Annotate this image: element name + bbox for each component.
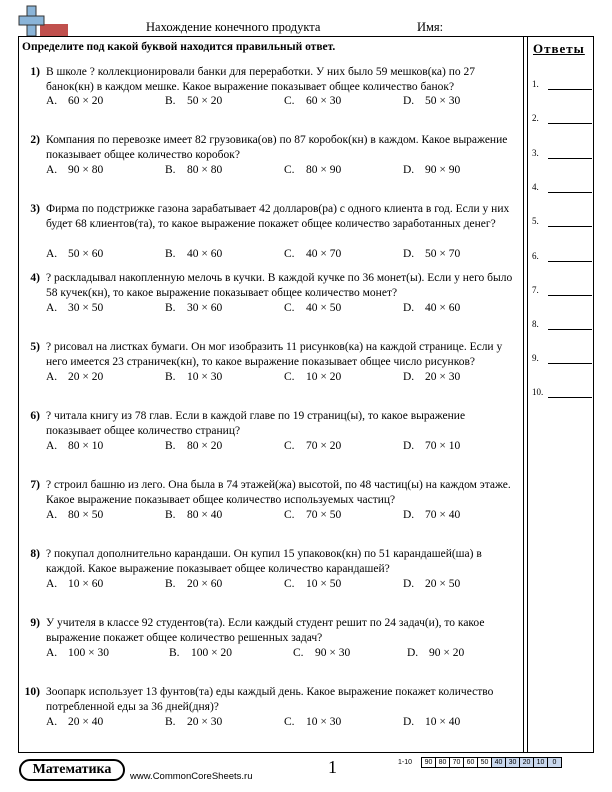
instructions: Определите под какой буквой находится правильный ответ. [22, 41, 336, 53]
frame-left-border [18, 36, 19, 752]
option-c[interactable]: C. 90 × 30 [293, 647, 351, 659]
answer-blank [548, 397, 592, 398]
question-text: ? рисовал на листках бумаги. Он мог изобразить 11 рисунков(ка) на каждой странице. Если у него имеется 23 страничек(кн), то какое выражение показывает общее число рисунков? [46, 341, 503, 368]
question-text: Компания по перевозке имеет 82 грузовика(ов) по 87 коробок(кн) в каждом. Какое выражение показывает общее количество коробок? [46, 134, 508, 161]
question-text: У учителя в классе 92 студентов(та). Если каждый студент решит по 24 задач(и), то какое выражение покажет общее количество решенных задач? [46, 617, 485, 644]
answer-blank [548, 261, 592, 262]
option-b[interactable]: B. 80 × 20 [165, 440, 223, 452]
answer-line-2[interactable] [532, 113, 592, 127]
answer-number: 7. [532, 285, 539, 295]
option-a[interactable]: A. 50 × 60 [46, 248, 104, 260]
option-a[interactable]: A. 60 × 20 [46, 95, 104, 107]
site-url[interactable]: www.CommonCoreSheets.ru [130, 771, 253, 782]
answer-line-9[interactable] [532, 353, 592, 367]
answer-number: 9. [532, 353, 539, 363]
option-a[interactable]: A. 100 × 30 [46, 647, 109, 659]
worksheet-title: Нахождение конечного продукта [146, 20, 321, 34]
plus-logo-icon [18, 4, 68, 38]
score-cell: 90 [421, 757, 436, 768]
option-a[interactable]: A. 20 × 40 [46, 716, 104, 728]
score-cell: 70 [449, 757, 464, 768]
answer-number: 5. [532, 216, 539, 226]
question-text: ? покупал дополнительно карандаши. Он купил 15 упаковок(кн) по 51 карандашей(ша) в каждой. Какое выражение показывает общее количество карандашей? [46, 548, 482, 575]
option-a[interactable]: A. 10 × 60 [46, 578, 104, 590]
option-b[interactable]: B. 80 × 80 [165, 164, 223, 176]
question-number: 8) [30, 548, 40, 560]
option-c[interactable]: C. 60 × 30 [284, 95, 342, 107]
option-d[interactable]: D. 50 × 70 [403, 248, 461, 260]
option-d[interactable]: D. 10 × 40 [403, 716, 461, 728]
option-c[interactable]: C. 10 × 20 [284, 371, 342, 383]
answers-title: Ответы [533, 41, 585, 56]
subject-badge: Математика [19, 759, 125, 781]
option-b[interactable]: B. 30 × 60 [165, 302, 223, 314]
score-cell: 80 [435, 757, 450, 768]
option-d[interactable]: D. 90 × 20 [407, 647, 465, 659]
answer-number: 4. [532, 182, 539, 192]
option-c[interactable]: C. 10 × 30 [284, 716, 342, 728]
name-label: Имя: [417, 20, 444, 34]
answer-blank [548, 123, 592, 124]
frame-top-border [18, 36, 594, 37]
option-c[interactable]: C. 80 × 90 [284, 164, 342, 176]
option-a[interactable]: A. 90 × 80 [46, 164, 104, 176]
score-cell: 0 [547, 757, 562, 768]
question-number: 10) [24, 686, 40, 698]
score-table [398, 757, 562, 768]
answer-blank [548, 192, 592, 193]
question-text: ? читала книгу из 78 глав. Если в каждой главе по 19 страниц(ы), то какое выражение показывает общее количество страниц? [46, 410, 466, 437]
option-c[interactable]: C. 10 × 50 [284, 578, 342, 590]
answer-blank [548, 89, 592, 90]
option-d[interactable]: D. 50 × 30 [403, 95, 461, 107]
answer-number: 8. [532, 319, 539, 329]
answer-blank [548, 329, 592, 330]
answer-number: 6. [532, 251, 539, 261]
option-a[interactable]: A. 80 × 50 [46, 509, 104, 521]
question-number: 3) [30, 203, 40, 215]
answer-number: 3. [532, 148, 539, 158]
question-text: В школе ? коллекционировали банки для переработки. У них было 59 мешков(ка) по 27 банок(кн) в каждом мешке. Какое выражение показывает общее количество банок? [46, 66, 476, 93]
question-text: Зоопарк использует 13 фунтов(та) еды каждый день. Какое выражение покажет количество потребленной еды за 36 дней(дня)? [46, 686, 494, 713]
score-cell: 20 [519, 757, 534, 768]
option-c[interactable]: C. 70 × 20 [284, 440, 342, 452]
answer-line-8[interactable] [532, 319, 592, 333]
option-d[interactable]: D. 40 × 60 [403, 302, 461, 314]
score-cell: 60 [463, 757, 478, 768]
question-number: 2) [30, 134, 40, 146]
option-d[interactable]: D. 20 × 50 [403, 578, 461, 590]
answer-line-5[interactable] [532, 216, 592, 230]
answer-line-4[interactable] [532, 182, 592, 196]
question-number: 6) [30, 410, 40, 422]
question-text: ? раскладывал накопленную мелочь в кучки. В каждой кучке по 36 монет(ы). Если у него было 58 кучек(кн), то какое выражение показывает общее количество монет? [46, 272, 513, 299]
answer-blank [548, 158, 592, 159]
option-c[interactable]: C. 40 × 70 [284, 248, 342, 260]
score-cell: 40 [491, 757, 506, 768]
option-a[interactable]: A. 80 × 10 [46, 440, 104, 452]
option-a[interactable]: A. 30 × 50 [46, 302, 104, 314]
question-number: 4) [30, 272, 40, 284]
question-text: Фирма по подстрижке газона зарабатывает 42 долларов(ра) с одного клиента в год. Если у них будет 68 клиентов(та), то какое выражение покажет общее количество заработанных денег? [46, 203, 510, 230]
answer-number: 1. [532, 79, 539, 89]
option-b[interactable]: B. 20 × 60 [165, 578, 223, 590]
option-b[interactable]: B. 10 × 30 [165, 371, 223, 383]
question-number: 7) [30, 479, 40, 491]
option-d[interactable]: D. 20 × 30 [403, 371, 461, 383]
option-c[interactable]: C. 40 × 50 [284, 302, 342, 314]
option-b[interactable]: B. 20 × 30 [165, 716, 223, 728]
question-number: 9) [30, 617, 40, 629]
answer-blank [548, 226, 592, 227]
option-d[interactable]: D. 70 × 40 [403, 509, 461, 521]
question-number: 1) [30, 66, 40, 78]
answer-line-10[interactable] [532, 387, 592, 401]
option-c[interactable]: C. 70 × 50 [284, 509, 342, 521]
option-d[interactable]: D. 90 × 90 [403, 164, 461, 176]
page-number: 1 [328, 757, 337, 777]
answer-blank [548, 295, 592, 296]
frame-right-border [593, 36, 594, 752]
answer-line-1[interactable] [532, 79, 592, 93]
answer-line-3[interactable] [532, 148, 592, 162]
score-cell: 30 [505, 757, 520, 768]
answer-line-6[interactable] [532, 251, 592, 265]
score-cell: 10 [533, 757, 548, 768]
score-cell: 50 [477, 757, 492, 768]
question-number: 5) [30, 341, 40, 353]
score-range-label: 1-10 [398, 759, 413, 766]
option-b[interactable]: B. 40 × 60 [165, 248, 223, 260]
answer-line-7[interactable] [532, 285, 592, 299]
option-b[interactable]: B. 80 × 40 [165, 509, 223, 521]
option-b[interactable]: B. 50 × 20 [165, 95, 223, 107]
question-text: ? строил башню из лего. Она была в 74 этажей(жа) высотой, по 48 частиц(ы) на каждом этаже. Какое выражение показывает общее количество используемых частиц? [46, 479, 511, 506]
option-b[interactable]: B. 100 × 20 [169, 647, 232, 659]
option-a[interactable]: A. 20 × 20 [46, 371, 104, 383]
frame-bottom-border [18, 752, 594, 753]
answers-divider [523, 36, 528, 752]
option-d[interactable]: D. 70 × 10 [403, 440, 461, 452]
answer-blank [548, 363, 592, 364]
answer-number: 10. [532, 387, 544, 397]
answer-number: 2. [532, 113, 539, 123]
